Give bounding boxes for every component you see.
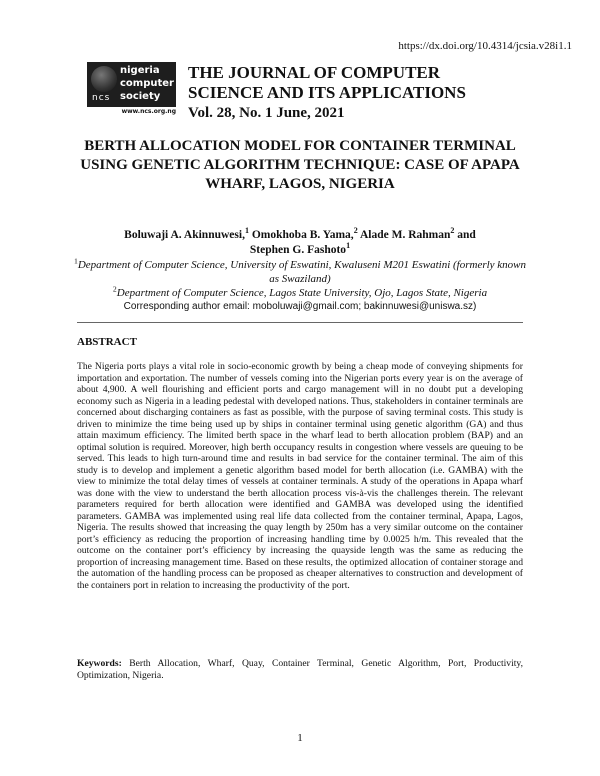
author-name: Boluwaji A. Akinnuwesi, xyxy=(124,229,245,241)
keywords-label: Keywords: xyxy=(77,658,122,669)
abstract-heading: ABSTRACT xyxy=(77,336,137,348)
journal-title xyxy=(188,63,508,123)
logo-ncs-text: ncs xyxy=(92,93,111,103)
ncs-logo xyxy=(87,62,178,118)
abstract-body: The Nigeria ports plays a vital role in socio-economic growth by being a cheap mode of conveying shipments for importation and exportation. The number of vessels coming into the Nigerian ports every year is on the average of about 4,900. A well flourishing and efficient ports and cargo management will in no doubt put a developing economy such as Nigeria in a leading pedestal with developed nations. Thus, stakeholders in container terminals are concerned about discharging containers as fast as possible, with the purpose of saving terminal costs. This study is driven to minimize the time being used up by ships in container terminal using genetic algorithm (GA) and thus attain maximum efficiency. The limited berth space in the wharf lead to berth allocation problem (BAP) and an optimal solution is required. Moreover, high berth occupancy results in congestion where vessels are queuing to be served. This leads to high turn-around time and results in bad service for the container terminal. The aim of this study is to develop and implement a genetic algorithm based model for berth allocation (i.e. GAMBA) with the view to minimize the total delay times of vessels at container terminals. A study of the operations in Apapa wharf was done with the view to understand the berth allocation process vis-à-vis the challenges therein. The relevant parameters required for berth allocation were identified and GAMBA was developed using the identified parameters. GAMBA was implemented using real life data collected from the container terminal, Apapa, Lagos, Nigeria. The results showed that increasing the quay length by 250m has a very similar outcome on the container port’s efficiency as reducing the proportion of increasing handling time by 0.0025 h/m. This revealed that the outcome on the container port’s efficiency by increasing the quayside length was the same as reducing the proportion of increasing management time. Based on these results, the optimized allocation of container storage and the automation of the handling process can be proposed as cheaper alternatives to construction and development of the containers port in relation to increasing the productivity of the port. xyxy=(77,361,523,591)
globe-icon xyxy=(91,66,117,92)
logo-url: www.ncs.org.ng xyxy=(121,108,176,115)
author-name: Stephen G. Fashoto xyxy=(249,244,347,256)
author-sup: 1 xyxy=(244,226,249,236)
affiliations xyxy=(70,258,530,314)
logo-society-text: nigeria computer society xyxy=(120,65,174,102)
author-name: Omokhoba B. Yama, xyxy=(251,229,354,241)
keywords xyxy=(77,658,523,681)
logo-badge xyxy=(87,62,176,107)
keywords-list: Berth Allocation, Wharf, Quay, Container Terminal, Genetic Algorithm, Port, Productivity, Optimization, Nigeria. xyxy=(77,658,523,681)
page-number: 1 xyxy=(297,732,303,744)
author-name: Alade M. Rahman xyxy=(359,229,451,241)
corresponding-author: Corresponding author email: moboluwaji@gmail.com; bakinnuwesi@uniswa.sz) xyxy=(123,301,477,312)
doi-link[interactable]: https://dx.doi.org/10.4314/jcsia.v28i1.1 xyxy=(398,40,572,52)
section-divider xyxy=(77,322,523,323)
affiliation-1: $^1$Department of Computer Science, University of Eswatini, Kwaluseni M201 Eswatini (formerly known as Swaziland) xyxy=(73,256,527,285)
journal-volume: Vol. 28, No. 1 June, 2021 xyxy=(188,105,345,121)
journal-title-line-1: THE JOURNAL OF COMPUTER xyxy=(188,63,441,82)
author-sup: 2 xyxy=(450,226,455,236)
author-conjunction: and xyxy=(454,229,476,241)
author-list xyxy=(80,228,520,258)
paper-title: BERTH ALLOCATION MODEL FOR CONTAINER TERMINAL USING GENETIC ALGORITHM TECHNIQUE: CASE OF APAPA WHARF, LAGOS, NIGERIA xyxy=(80,138,520,192)
author-sup: 2 xyxy=(353,226,358,236)
journal-title-line-2: SCIENCE AND ITS APPLICATIONS xyxy=(188,83,466,102)
author-sup: 1 xyxy=(346,241,351,251)
affiliation-2: $^2$Department of Computer Science, Lagos State University, Ojo, Lagos State, Nigeria xyxy=(112,284,488,299)
